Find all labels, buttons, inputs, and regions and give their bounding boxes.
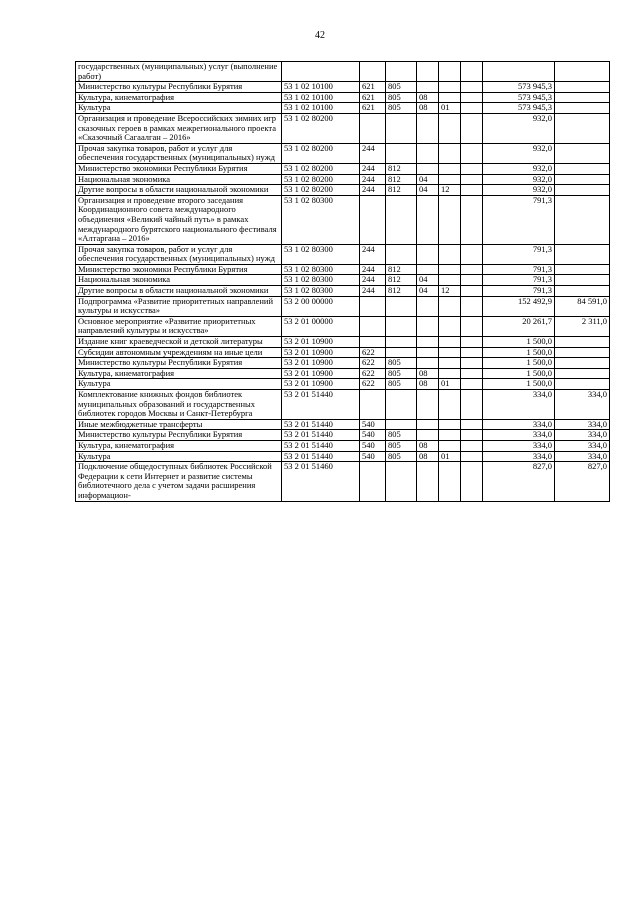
row-amount-cell: 791,3 (483, 275, 555, 286)
table-row (76, 195, 610, 244)
row-expense-type-cell: 621 (360, 92, 386, 103)
row-target-article-cell: 53 2 01 10900 (282, 337, 360, 348)
row-subsection-cell (439, 82, 461, 93)
row-section-cell (417, 358, 439, 369)
row-federal-amount-cell (555, 195, 610, 244)
row-administrator-cell: 805 (386, 358, 417, 369)
row-amount-cell: 932,0 (483, 174, 555, 185)
row-administrator-cell (386, 244, 417, 264)
row-section-cell (417, 113, 439, 143)
row-section-cell (417, 316, 439, 336)
row-expense-type-cell (360, 337, 386, 348)
row-empty-cell (461, 430, 483, 441)
row-amount-cell: 334,0 (483, 451, 555, 462)
row-amount-cell: 1 500,0 (483, 358, 555, 369)
row-administrator-cell: 812 (386, 163, 417, 174)
row-administrator-cell (386, 347, 417, 358)
row-amount-cell: 334,0 (483, 440, 555, 451)
row-administrator-cell: 812 (386, 275, 417, 286)
row-administrator-cell: 812 (386, 286, 417, 297)
table-row (76, 244, 610, 264)
row-expense-type-cell: 244 (360, 264, 386, 275)
row-expense-type-cell: 622 (360, 347, 386, 358)
row-name-cell: Подключение общедоступных библиотек Российской Федерации к сети Интернет и развитие системы библиотечного дела с учетом задачи расширения информацион- (76, 462, 282, 501)
table-row (76, 337, 610, 348)
row-empty-cell (461, 62, 483, 82)
row-name-cell: Прочая закупка товаров, работ и услуг для обеспечения государственных (муниципальных) нужд (76, 143, 282, 163)
row-expense-type-cell (360, 462, 386, 501)
row-section-cell: 08 (417, 368, 439, 379)
row-amount-cell: 932,0 (483, 143, 555, 163)
row-section-cell (417, 264, 439, 275)
row-federal-amount-cell (555, 358, 610, 369)
row-administrator-cell: 805 (386, 451, 417, 462)
row-amount-cell: 573 945,3 (483, 92, 555, 103)
table-row (76, 275, 610, 286)
row-administrator-cell: 812 (386, 174, 417, 185)
row-administrator-cell (386, 143, 417, 163)
row-federal-amount-cell (555, 185, 610, 196)
row-empty-cell (461, 275, 483, 286)
row-expense-type-cell: 622 (360, 358, 386, 369)
row-federal-amount-cell: 334,0 (555, 419, 610, 430)
table-row (76, 264, 610, 275)
row-administrator-cell (386, 390, 417, 420)
row-name-cell: Министерство культуры Республики Бурятия (76, 358, 282, 369)
table-row (76, 419, 610, 430)
table-row (76, 440, 610, 451)
row-target-article-cell: 53 1 02 10100 (282, 92, 360, 103)
row-name-cell: Министерство культуры Республики Бурятия (76, 82, 282, 93)
row-empty-cell (461, 103, 483, 114)
row-name-cell: Министерство культуры Республики Бурятия (76, 430, 282, 441)
row-subsection-cell (439, 92, 461, 103)
row-federal-amount-cell (555, 286, 610, 297)
table-row (76, 82, 610, 93)
row-administrator-cell: 805 (386, 440, 417, 451)
row-name-cell: Культура (76, 103, 282, 114)
row-administrator-cell: 812 (386, 185, 417, 196)
row-subsection-cell (439, 337, 461, 348)
row-amount-cell: 791,3 (483, 286, 555, 297)
row-administrator-cell: 805 (386, 430, 417, 441)
row-subsection-cell (439, 462, 461, 501)
row-administrator-cell (386, 62, 417, 82)
row-name-cell: Организация и проведение Всероссийских зимних игр сказочных героев в рамках межрегионального проекта «Сказочный Сагаалган – 2016» (76, 113, 282, 143)
row-administrator-cell (386, 316, 417, 336)
row-target-article-cell: 53 2 01 51440 (282, 451, 360, 462)
row-subsection-cell (439, 316, 461, 336)
table-row (76, 113, 610, 143)
row-administrator-cell (386, 113, 417, 143)
table-row (76, 347, 610, 358)
row-empty-cell (461, 296, 483, 316)
row-amount-cell: 1 500,0 (483, 337, 555, 348)
row-name-cell: Культура, кинематография (76, 92, 282, 103)
row-federal-amount-cell: 334,0 (555, 430, 610, 441)
table-row (76, 368, 610, 379)
row-subsection-cell (439, 62, 461, 82)
row-federal-amount-cell (555, 163, 610, 174)
row-subsection-cell (439, 143, 461, 163)
row-empty-cell (461, 163, 483, 174)
row-section-cell: 04 (417, 174, 439, 185)
row-section-cell (417, 163, 439, 174)
table-row (76, 358, 610, 369)
row-section-cell: 08 (417, 379, 439, 390)
row-expense-type-cell: 244 (360, 244, 386, 264)
row-administrator-cell (386, 462, 417, 501)
row-expense-type-cell: 540 (360, 440, 386, 451)
row-target-article-cell (282, 62, 360, 82)
row-target-article-cell: 53 2 01 51440 (282, 430, 360, 441)
row-amount-cell: 1 500,0 (483, 379, 555, 390)
row-expense-type-cell: 540 (360, 419, 386, 430)
table-row (76, 296, 610, 316)
row-subsection-cell (439, 440, 461, 451)
table-row (76, 451, 610, 462)
row-target-article-cell: 53 1 02 80300 (282, 195, 360, 244)
row-subsection-cell: 12 (439, 185, 461, 196)
budget-table-body (76, 62, 610, 502)
row-federal-amount-cell: 334,0 (555, 390, 610, 420)
row-subsection-cell (439, 368, 461, 379)
row-subsection-cell (439, 113, 461, 143)
row-name-cell: Субсидии автономным учреждениям на иные цели (76, 347, 282, 358)
row-empty-cell (461, 390, 483, 420)
row-section-cell (417, 462, 439, 501)
row-empty-cell (461, 368, 483, 379)
row-federal-amount-cell (555, 347, 610, 358)
row-section-cell (417, 347, 439, 358)
row-section-cell: 04 (417, 286, 439, 297)
row-section-cell (417, 62, 439, 82)
row-subsection-cell (439, 419, 461, 430)
row-target-article-cell: 53 1 02 80300 (282, 264, 360, 275)
row-federal-amount-cell: 827,0 (555, 462, 610, 501)
row-subsection-cell (439, 195, 461, 244)
row-empty-cell (461, 185, 483, 196)
row-target-article-cell: 53 2 01 10900 (282, 379, 360, 390)
row-federal-amount-cell: 2 311,0 (555, 316, 610, 336)
budget-table (75, 61, 610, 502)
row-federal-amount-cell: 84 591,0 (555, 296, 610, 316)
row-expense-type-cell (360, 113, 386, 143)
row-target-article-cell: 53 1 02 80200 (282, 174, 360, 185)
row-section-cell (417, 244, 439, 264)
row-empty-cell (461, 358, 483, 369)
row-subsection-cell (439, 358, 461, 369)
table-row (76, 316, 610, 336)
row-empty-cell (461, 92, 483, 103)
row-target-article-cell: 53 2 01 51460 (282, 462, 360, 501)
row-expense-type-cell: 244 (360, 275, 386, 286)
row-empty-cell (461, 82, 483, 93)
table-row (76, 286, 610, 297)
table-row (76, 103, 610, 114)
row-empty-cell (461, 440, 483, 451)
row-federal-amount-cell: 334,0 (555, 451, 610, 462)
table-row (76, 163, 610, 174)
row-subsection-cell: 01 (439, 451, 461, 462)
row-federal-amount-cell (555, 264, 610, 275)
row-expense-type-cell: 540 (360, 451, 386, 462)
row-empty-cell (461, 244, 483, 264)
row-amount-cell: 334,0 (483, 390, 555, 420)
row-target-article-cell: 53 1 02 80300 (282, 286, 360, 297)
row-amount-cell: 791,3 (483, 264, 555, 275)
row-expense-type-cell: 540 (360, 430, 386, 441)
row-name-cell: Культура (76, 451, 282, 462)
row-expense-type-cell: 244 (360, 163, 386, 174)
row-name-cell: Организация и проведение второго заседания Координационного совета международного объединения «Великий чайный путь» в рамках международного бурятского национального фестиваля «Алтаргана – 2016» (76, 195, 282, 244)
row-expense-type-cell: 244 (360, 286, 386, 297)
table-row (76, 430, 610, 441)
row-target-article-cell: 53 2 01 51440 (282, 390, 360, 420)
row-name-cell: Национальная экономика (76, 174, 282, 185)
row-target-article-cell: 53 1 02 80200 (282, 185, 360, 196)
row-federal-amount-cell (555, 174, 610, 185)
page-number: 42 (315, 30, 325, 41)
row-federal-amount-cell (555, 379, 610, 390)
table-row (76, 62, 610, 82)
row-amount-cell: 573 945,3 (483, 82, 555, 93)
row-target-article-cell: 53 2 01 00000 (282, 316, 360, 336)
row-section-cell (417, 296, 439, 316)
row-empty-cell (461, 143, 483, 163)
row-expense-type-cell (360, 390, 386, 420)
row-expense-type-cell: 622 (360, 368, 386, 379)
row-subsection-cell: 01 (439, 379, 461, 390)
row-section-cell: 08 (417, 451, 439, 462)
row-section-cell (417, 419, 439, 430)
row-name-cell: Культура, кинематография (76, 440, 282, 451)
row-target-article-cell: 53 2 01 10900 (282, 347, 360, 358)
row-empty-cell (461, 264, 483, 275)
row-expense-type-cell: 622 (360, 379, 386, 390)
row-federal-amount-cell (555, 143, 610, 163)
row-name-cell: Прочая закупка товаров, работ и услуг для обеспечения государственных (муниципальных) нужд (76, 244, 282, 264)
row-name-cell: Культура, кинематография (76, 368, 282, 379)
row-target-article-cell: 53 1 02 10100 (282, 82, 360, 93)
row-subsection-cell (439, 264, 461, 275)
row-federal-amount-cell (555, 82, 610, 93)
row-administrator-cell (386, 296, 417, 316)
row-name-cell: Другие вопросы в области национальной экономики (76, 185, 282, 196)
row-amount-cell: 932,0 (483, 163, 555, 174)
table-row (76, 143, 610, 163)
row-empty-cell (461, 419, 483, 430)
row-name-cell: Основное мероприятие «Развитие приоритетных направлений культуры и искусства» (76, 316, 282, 336)
row-subsection-cell (439, 174, 461, 185)
row-empty-cell (461, 451, 483, 462)
row-section-cell (417, 195, 439, 244)
row-administrator-cell: 805 (386, 92, 417, 103)
row-target-article-cell: 53 1 02 80300 (282, 244, 360, 264)
row-name-cell: Иные межбюджетные трансферты (76, 419, 282, 430)
row-federal-amount-cell: 334,0 (555, 440, 610, 451)
row-expense-type-cell: 244 (360, 185, 386, 196)
table-row (76, 379, 610, 390)
row-amount-cell: 573 945,3 (483, 103, 555, 114)
row-amount-cell: 152 492,9 (483, 296, 555, 316)
row-section-cell: 08 (417, 440, 439, 451)
row-federal-amount-cell (555, 113, 610, 143)
row-section-cell: 08 (417, 103, 439, 114)
row-amount-cell: 827,0 (483, 462, 555, 501)
row-federal-amount-cell (555, 275, 610, 286)
row-target-article-cell: 53 2 00 00000 (282, 296, 360, 316)
row-target-article-cell: 53 1 02 10100 (282, 103, 360, 114)
row-empty-cell (461, 195, 483, 244)
row-target-article-cell: 53 2 01 10900 (282, 358, 360, 369)
row-empty-cell (461, 337, 483, 348)
row-name-cell: Издание книг краеведческой и детской литературы (76, 337, 282, 348)
row-empty-cell (461, 113, 483, 143)
row-section-cell (417, 82, 439, 93)
row-subsection-cell (439, 390, 461, 420)
row-federal-amount-cell (555, 337, 610, 348)
row-administrator-cell: 805 (386, 82, 417, 93)
row-section-cell: 08 (417, 92, 439, 103)
row-name-cell: Национальная экономика (76, 275, 282, 286)
row-expense-type-cell (360, 316, 386, 336)
row-section-cell (417, 337, 439, 348)
row-federal-amount-cell (555, 62, 610, 82)
row-subsection-cell (439, 296, 461, 316)
row-subsection-cell (439, 244, 461, 264)
row-amount-cell: 334,0 (483, 430, 555, 441)
row-section-cell (417, 390, 439, 420)
row-subsection-cell (439, 347, 461, 358)
row-name-cell: Культура (76, 379, 282, 390)
row-administrator-cell: 805 (386, 368, 417, 379)
row-expense-type-cell: 244 (360, 174, 386, 185)
table-row (76, 462, 610, 501)
table-row (76, 174, 610, 185)
row-federal-amount-cell (555, 103, 610, 114)
row-section-cell: 04 (417, 185, 439, 196)
row-administrator-cell: 805 (386, 103, 417, 114)
row-target-article-cell: 53 1 02 80300 (282, 275, 360, 286)
row-subsection-cell (439, 430, 461, 441)
row-amount-cell: 1 500,0 (483, 347, 555, 358)
row-empty-cell (461, 286, 483, 297)
row-administrator-cell (386, 337, 417, 348)
row-empty-cell (461, 347, 483, 358)
row-target-article-cell: 53 2 01 51440 (282, 440, 360, 451)
row-expense-type-cell: 244 (360, 143, 386, 163)
row-target-article-cell: 53 2 01 10900 (282, 368, 360, 379)
row-target-article-cell: 53 1 02 80200 (282, 163, 360, 174)
row-administrator-cell: 812 (386, 264, 417, 275)
table-row (76, 390, 610, 420)
row-expense-type-cell (360, 296, 386, 316)
row-name-cell: Министерство экономики Республики Бурятия (76, 264, 282, 275)
row-name-cell: Комплектование книжных фондов библиотек муниципальных образований и государственных библиотек городов Москвы и Санкт-Петербурга (76, 390, 282, 420)
row-section-cell (417, 143, 439, 163)
row-target-article-cell: 53 1 02 80200 (282, 113, 360, 143)
row-subsection-cell (439, 163, 461, 174)
row-target-article-cell: 53 1 02 80200 (282, 143, 360, 163)
row-amount-cell: 20 261,7 (483, 316, 555, 336)
row-amount-cell (483, 62, 555, 82)
row-subsection-cell: 01 (439, 103, 461, 114)
row-administrator-cell: 805 (386, 379, 417, 390)
row-empty-cell (461, 174, 483, 185)
row-subsection-cell (439, 275, 461, 286)
row-administrator-cell (386, 195, 417, 244)
row-amount-cell: 932,0 (483, 113, 555, 143)
row-section-cell: 04 (417, 275, 439, 286)
row-name-cell: Другие вопросы в области национальной экономики (76, 286, 282, 297)
row-amount-cell: 334,0 (483, 419, 555, 430)
row-name-cell: Подпрограмма «Развитие приоритетных направлений культуры и искусства» (76, 296, 282, 316)
table-row (76, 92, 610, 103)
row-expense-type-cell: 621 (360, 82, 386, 93)
row-administrator-cell (386, 419, 417, 430)
row-expense-type-cell (360, 62, 386, 82)
row-expense-type-cell: 621 (360, 103, 386, 114)
row-federal-amount-cell (555, 92, 610, 103)
row-subsection-cell: 12 (439, 286, 461, 297)
table-row (76, 185, 610, 196)
row-amount-cell: 791,3 (483, 244, 555, 264)
row-federal-amount-cell (555, 244, 610, 264)
row-empty-cell (461, 379, 483, 390)
row-section-cell (417, 430, 439, 441)
row-name-cell: Министерство экономики Республики Бурятия (76, 163, 282, 174)
row-amount-cell: 1 500,0 (483, 368, 555, 379)
row-amount-cell: 791,3 (483, 195, 555, 244)
row-federal-amount-cell (555, 368, 610, 379)
row-target-article-cell: 53 2 01 51440 (282, 419, 360, 430)
row-expense-type-cell (360, 195, 386, 244)
row-empty-cell (461, 462, 483, 501)
row-empty-cell (461, 316, 483, 336)
row-amount-cell: 932,0 (483, 185, 555, 196)
row-name-cell: государственных (муниципальных) услуг (выполнение работ) (76, 62, 282, 82)
